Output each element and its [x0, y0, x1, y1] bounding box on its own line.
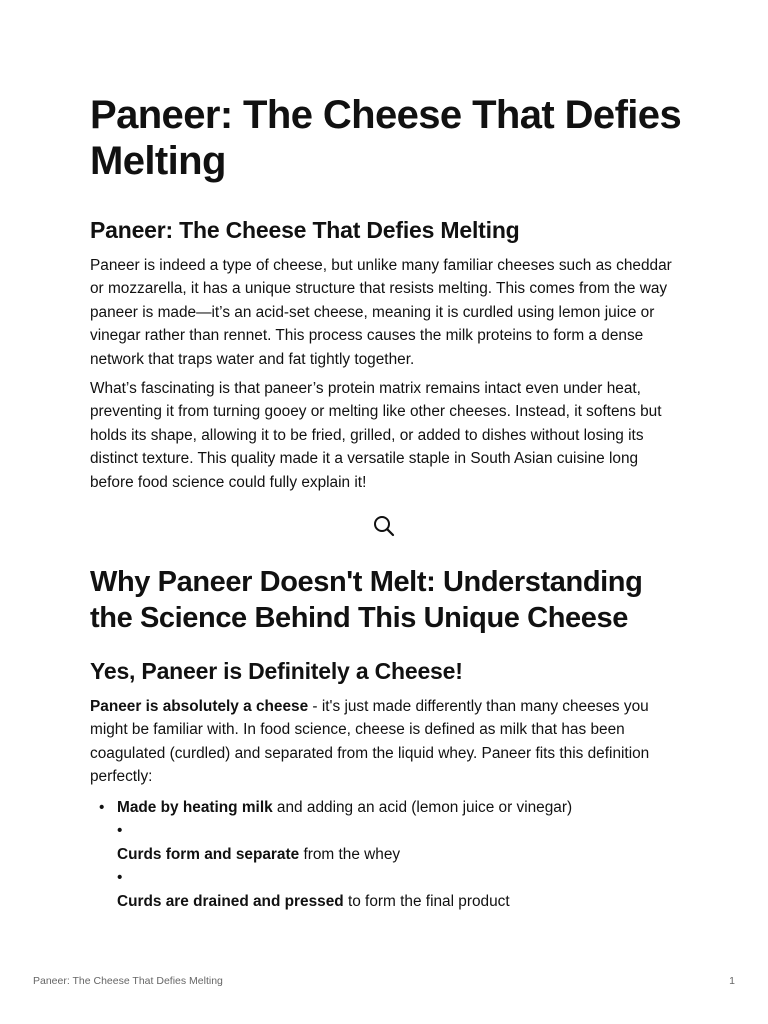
list-item-text: from the whey [299, 845, 401, 863]
list-item-bold: Curds are drained and pressed [117, 892, 344, 910]
list-item-text: to form the final product [343, 892, 510, 910]
page-footer: Paneer: The Cheese That Defies Melting [33, 975, 223, 987]
list-item-bold: Made by heating milk [117, 799, 273, 816]
search-icon [372, 514, 396, 538]
intro-bold-text: Paneer is absolutely a cheese [90, 698, 309, 715]
list-item [90, 796, 680, 913]
bullet-glyph: • [117, 869, 123, 887]
science-heading: Why Paneer Doesn't Melt: Understanding the Science Behind This Unique Cheese [90, 566, 643, 634]
bullet-glyph: • [117, 822, 123, 840]
page-number: 1 [729, 975, 735, 987]
subheading: Yes, Paneer is Definitely a Cheese! [90, 658, 463, 684]
intro-paragraph [90, 695, 680, 789]
document-title: Paneer: The Cheese That Defies Melting [90, 93, 682, 183]
section-heading: Paneer: The Cheese That Defies Melting [90, 217, 520, 243]
paragraph-1: Paneer is indeed a type of cheese, but unlike many familiar cheeses such as cheddar or mozzarella, it has a unique structure that resists melting. This comes from the way paneer is made—it’s an acid-set cheese, meaning it is curdled using lemon juice or vinegar rather than rennet. This process causes the milk proteins to form a dense network that traps water and fat tightly together. [90, 257, 672, 368]
paragraph-2: What’s fascinating is that paneer’s protein matrix remains intact even under heat, preventing it from turning gooey or melting like other cheeses. Instead, it softens but holds its shape, allowing it to be fried, grilled, or added to dishes without losing its distinct texture. This quality made it a versatile staple in South Asian cuisine long before food science could fully explain it! [90, 380, 662, 491]
bullet-glyph: • [99, 799, 105, 816]
list-item-text: and adding an acid (lemon juice or vinegar) [272, 799, 573, 816]
process-list [90, 796, 680, 913]
list-item-bold: Curds form and separate [117, 845, 300, 863]
intro-text: - it's just made differently than many cheeses you might be familiar with. In food science, cheese is defined as milk that has been coagulated (curdled) and separated from the liquid whey. Paneer fits this definition perfectly: [90, 698, 650, 786]
